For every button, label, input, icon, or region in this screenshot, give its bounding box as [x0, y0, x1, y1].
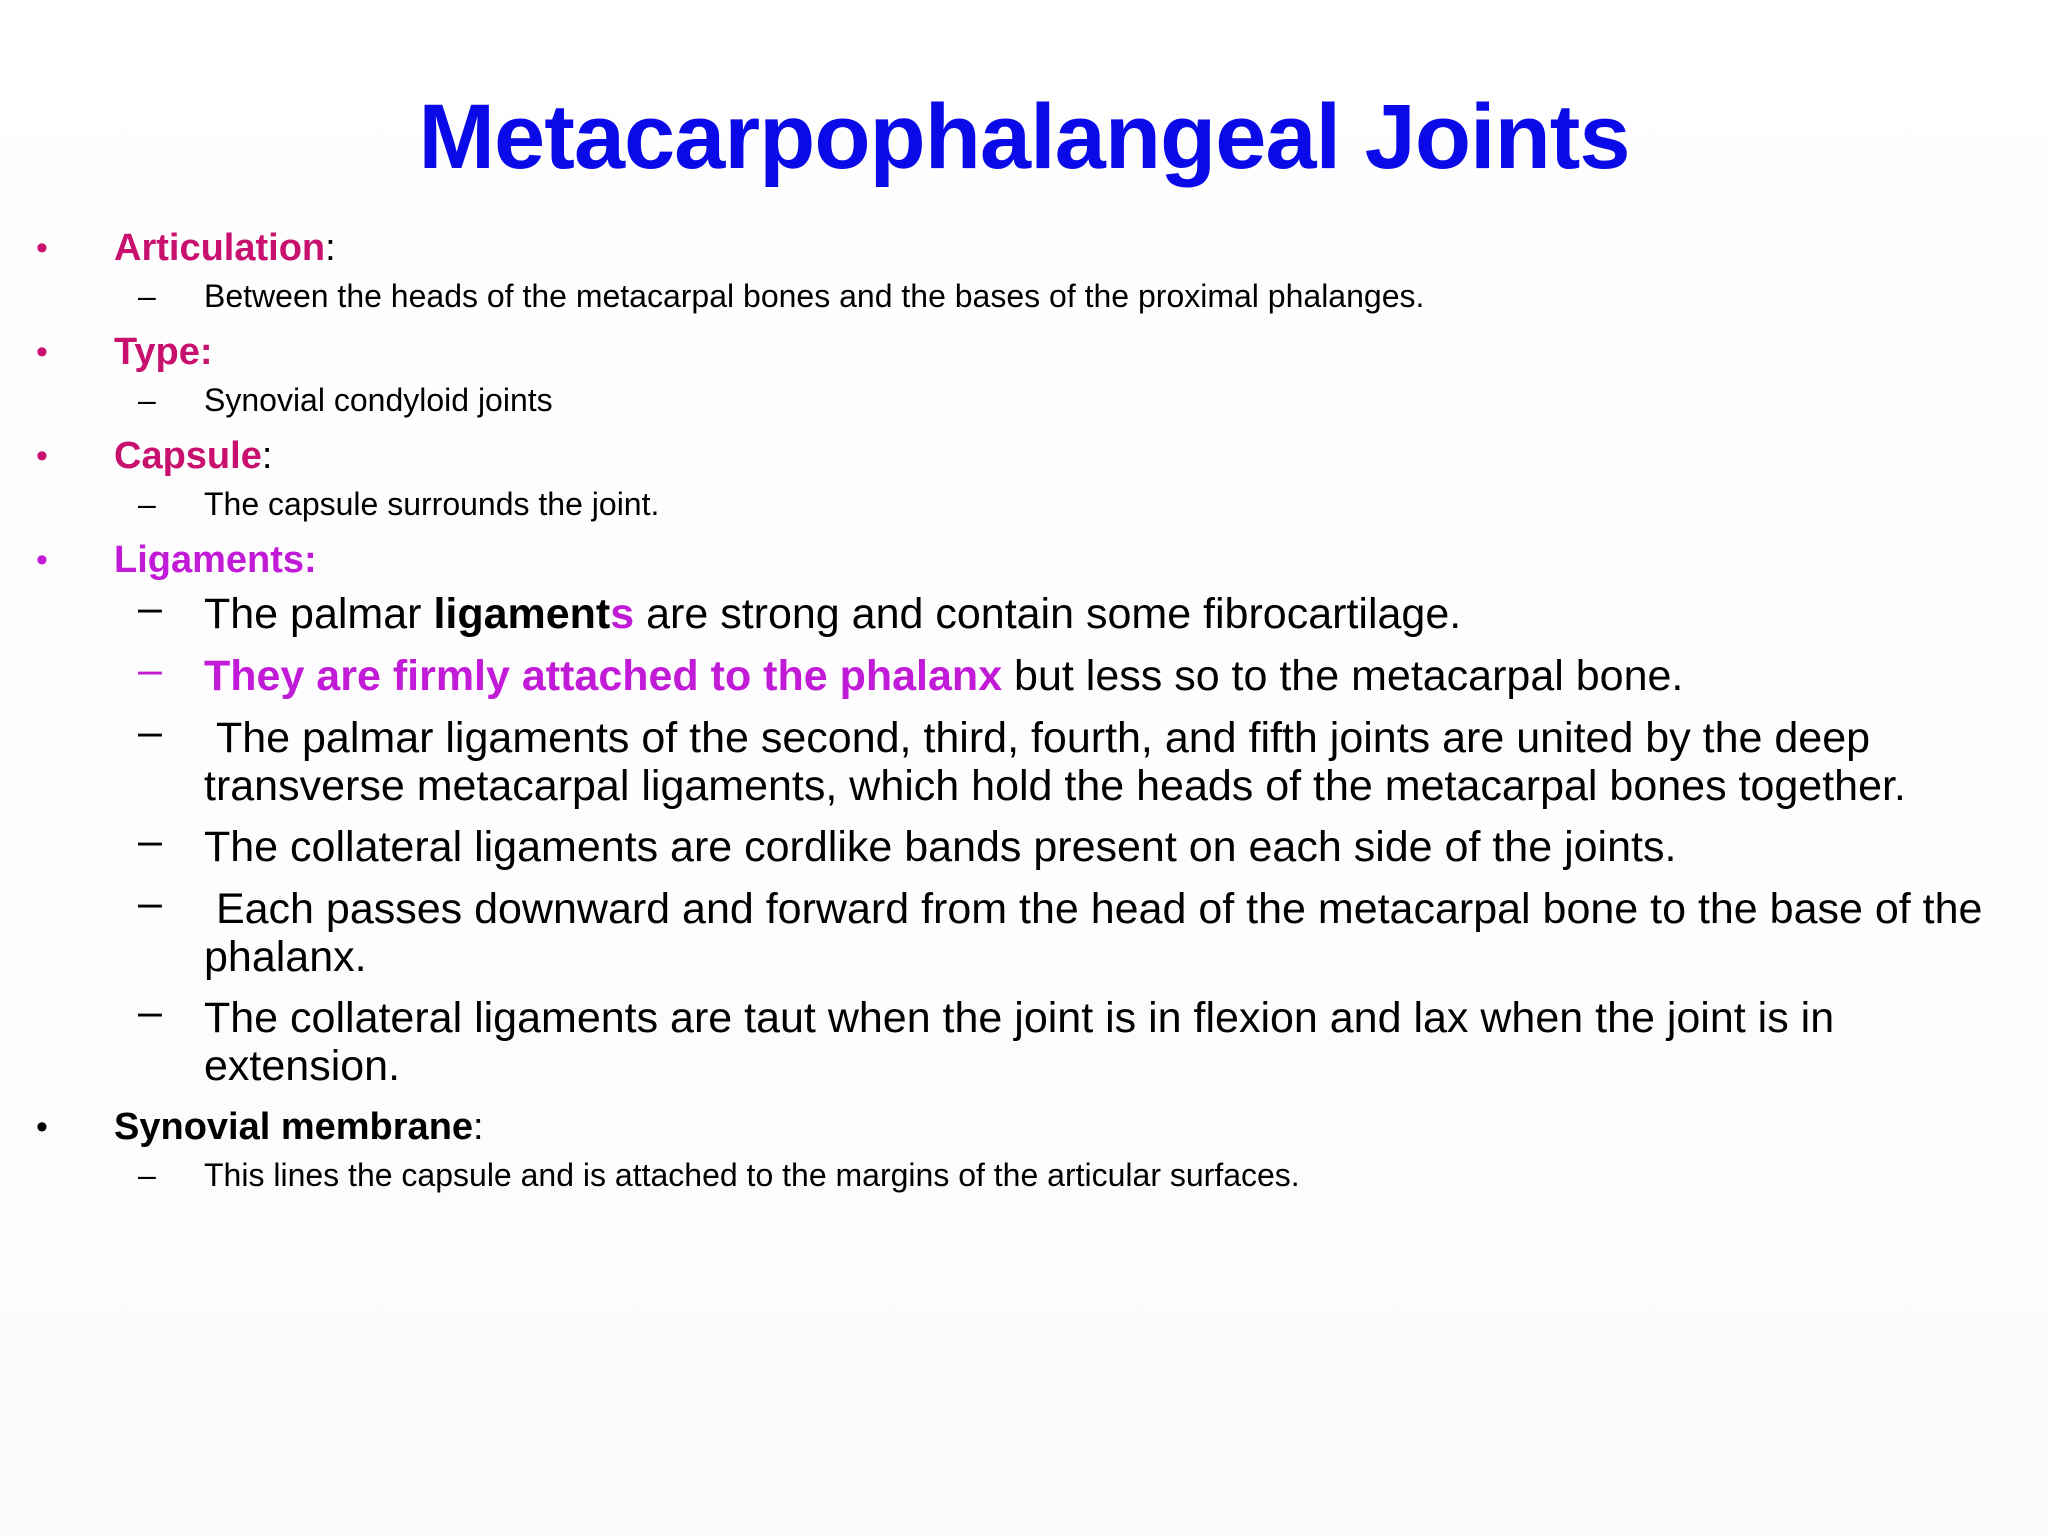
bullet-type: [0, 326, 2048, 378]
heading-synovial-membrane: Synovial membrane: [114, 1106, 474, 1148]
bullet-marker: •: [36, 229, 48, 267]
bullet-marker: •: [36, 437, 48, 475]
sub-item-text: Synovial condyloid joints: [204, 382, 553, 418]
dash-marker: –: [138, 817, 162, 865]
dash-marker: –: [138, 1157, 156, 1193]
sub-item-text: The collateral ligaments are taut when the joint is in flexion and lax when the joint is in extension.: [204, 994, 1835, 1090]
heading-colon: :: [473, 1106, 484, 1148]
bullet-marker: •: [36, 333, 48, 371]
sub-item-type: [0, 378, 2048, 430]
sub-item-synovial: [0, 1153, 2048, 1205]
text-highlight: They are firmly attached to the phalanx: [204, 652, 1003, 700]
bullet-capsule: [0, 430, 2048, 482]
ligaments-item-taut: [0, 988, 2048, 1097]
sub-item-text: Each passes downward and forward from the head of the metacarpal bone to the base of the phalanx.: [204, 885, 1995, 981]
sub-item-capsule: [0, 482, 2048, 534]
heading-capsule: Capsule: [114, 435, 262, 477]
ligaments-item-deep-transverse: [0, 708, 2048, 817]
ligaments-item-collateral: [0, 817, 2048, 879]
slide-content: [0, 222, 2048, 1205]
bullet-synovial-membrane: [0, 1101, 2048, 1153]
sub-item-text: [204, 652, 2008, 701]
bullet-heading: [114, 1105, 484, 1149]
bullet-articulation: [0, 222, 2048, 274]
dash-marker: –: [138, 708, 162, 756]
dash-marker: –: [138, 988, 162, 1036]
dash-marker: –: [138, 278, 156, 314]
bullet-ligaments: [0, 534, 2048, 584]
ligaments-item-palmar: [0, 584, 2048, 646]
text-segment: are strong and contain some fibrocartilage.: [634, 590, 1462, 638]
dash-marker: –: [138, 646, 162, 694]
sub-item-text: The palmar ligaments of the second, third, fourth, and fifth joints are united by the deep transverse metacarpal ligaments, which hold the heads of the metacarpal bones together.: [204, 714, 1906, 810]
ligaments-item-each-passes: [0, 879, 2048, 988]
dash-marker: –: [138, 584, 162, 632]
heading-articulation: Articulation: [114, 227, 326, 269]
text-bold-colored: s: [610, 590, 635, 638]
bullet-marker: •: [36, 1108, 48, 1146]
sub-item-text: The collateral ligaments are cordlike bands present on each side of the joints.: [204, 823, 1677, 871]
ligaments-item-attached: [0, 646, 2048, 708]
bullet-heading: [114, 226, 336, 270]
heading-ligaments: Ligaments:: [114, 539, 317, 581]
heading-type: Type:: [114, 331, 213, 373]
sub-item-articulation: [0, 274, 2048, 326]
heading-colon: :: [325, 227, 336, 269]
slide-title: Metacarpophalangeal Joints: [418, 86, 1630, 188]
dash-marker: –: [138, 879, 162, 927]
sub-item-text: [204, 590, 2008, 639]
bullet-marker: •: [36, 541, 48, 579]
sub-item-text: The capsule surrounds the joint.: [204, 486, 660, 522]
dash-marker: –: [138, 486, 156, 522]
dash-marker: –: [138, 382, 156, 418]
bullet-heading: [114, 434, 272, 478]
heading-colon: :: [261, 435, 273, 477]
text-bold-ligament: ligament: [433, 590, 611, 638]
sub-item-text: Between the heads of the metacarpal bones and the bases of the proximal phalanges.: [204, 278, 1425, 314]
sub-item-text: This lines the capsule and is attached to the margins of the articular surfaces.: [204, 1157, 1300, 1193]
text-segment: but less so to the metacarpal bone.: [1002, 652, 1684, 700]
text-segment: The palmar: [204, 590, 434, 638]
